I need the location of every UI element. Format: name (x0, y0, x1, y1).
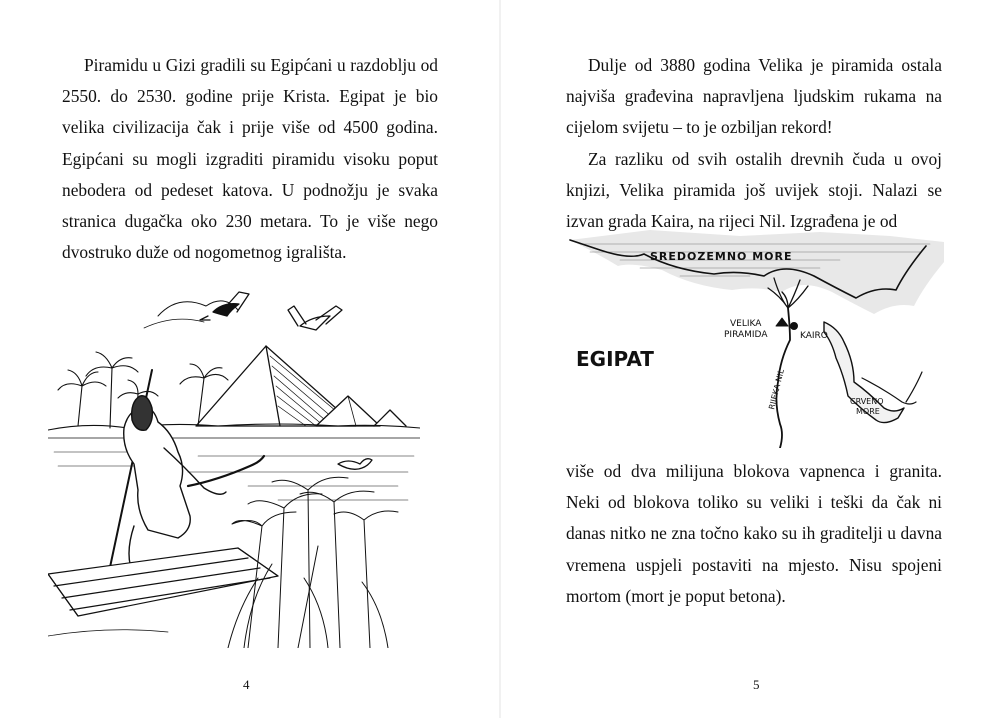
page-number-left: 4 (243, 677, 250, 692)
city-label: KAIRO (800, 331, 828, 341)
pyramid-marker (776, 318, 788, 326)
page-number-right: 5 (753, 677, 760, 692)
duck (338, 459, 372, 470)
country-label: EGIPAT (576, 347, 654, 371)
right-paragraph-2: Za razliku od svih ostalih drevnih čuda u ovoj knjizi, Velika piramida još uvijek stoji. Nalazi se izvan grada Kaira, na rijeci Nil. Izgrađena je od (566, 149, 942, 232)
red-sea-label-line1: CRVENO (850, 397, 884, 406)
pyramid-label-line2: PIRAMIDA (724, 330, 768, 340)
left-paragraph: Piramidu u Gizi gradili su Egipćani u razdoblju od 2550. do 2530. godine prije Krista. Egipat je bio velika civilizacija čak i prije više od 4500 godina. Egipćani su mogli izgraditi piramidu visoku poput nebodera od pedeset katova. U podnožju je svaka stranica dugačka oko 230 metara. To je više nego dvostruko duže od nogometnog igrališta. (62, 55, 438, 263)
pyramid-illustration (48, 276, 420, 648)
bird-right (288, 306, 342, 330)
bird-left (200, 292, 249, 320)
cairo-marker (791, 323, 798, 330)
right-paragraph-1: Dulje od 3880 godina Velika je piramida ostala najviša građevina napravljena ljudskim rukama na cijelom svijetu – to je ozbiljan rekord! (566, 55, 942, 138)
river-label: RIJEKA NIL (767, 368, 786, 411)
mediterranean-sea (570, 230, 944, 314)
pyramid-label-line1: VELIKA (730, 319, 762, 329)
right-page (500, 0, 1000, 718)
right-paragraph-3: više od dva milijuna blokova vapnenca i granita. Neki od blokova toliko su veliki i teški da čak ni danas nitko ne zna točno kako su ih graditelji u davna vremena uspjeli postaviti na mjesto. Nisu spojeni mortom (mort je poput betona). (566, 461, 942, 606)
red-sea-label-line2: MORE (856, 407, 880, 416)
sea-label: SREDOZEMNO MORE (650, 250, 793, 263)
raft (48, 548, 278, 616)
egypt-map (560, 222, 944, 448)
